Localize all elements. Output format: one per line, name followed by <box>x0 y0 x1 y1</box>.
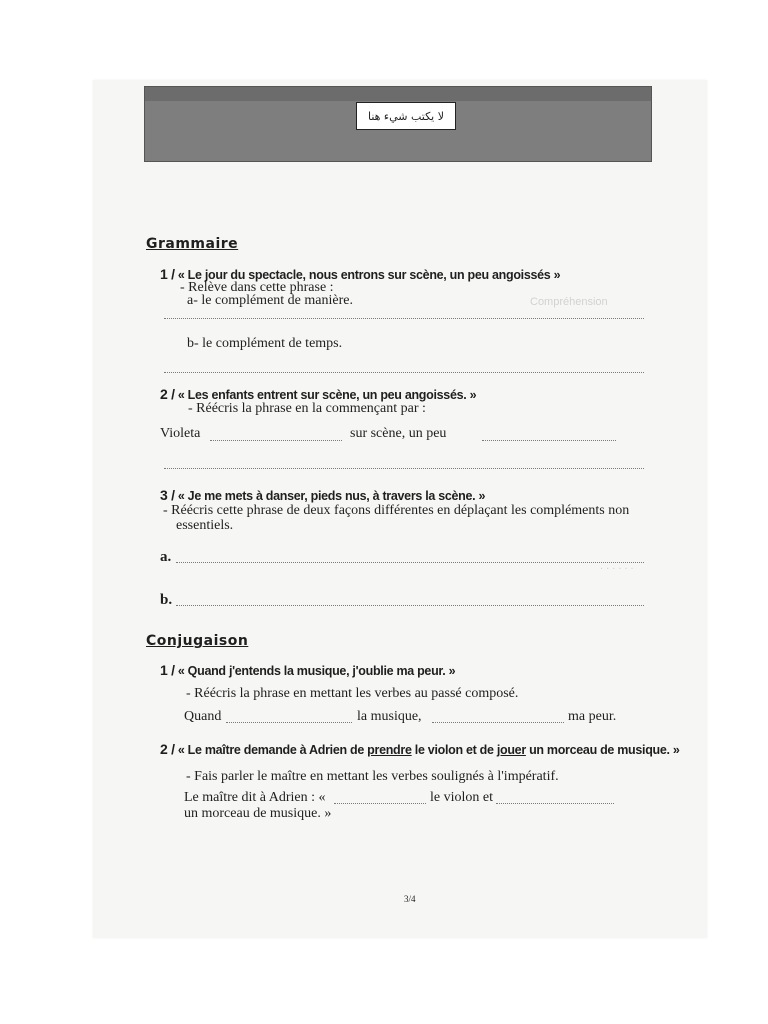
conjugaison-q2-instruction: - Fais parler le maître en mettant les verbes soulignés à l'impératif. <box>186 769 559 784</box>
fill-blank[interactable] <box>334 803 426 804</box>
question-text-part1: « Le maître demande à Adrien de <box>177 743 368 757</box>
grammaire-q2-fill-start: Violeta <box>160 426 201 441</box>
conjugaison-q2-fill-start: Le maître dit à Adrien : « <box>184 790 326 805</box>
grammaire-q1-item-a: a- le complément de manière. <box>187 293 353 308</box>
conjugaison-q2-fill-mid: le violon et <box>430 790 493 805</box>
conjugaison-q1-fill-start: Quand <box>184 709 222 724</box>
conjugaison-q1-instruction: - Réécris la phrase en mettant les verbes au passé composé. <box>186 686 519 701</box>
section-title-conjugaison: Conjugaison <box>146 633 249 649</box>
fill-blank[interactable] <box>226 722 352 723</box>
question-number: 3 / <box>160 487 175 503</box>
underlined-verb-jouer: jouer <box>496 743 526 757</box>
show-through-text: . . . . . . <box>600 560 634 572</box>
question-text: « Quand j'entends la musique, j'oublie ma peur. » <box>177 664 456 678</box>
grammaire-q2-fill-mid: sur scène, un peu <box>350 426 447 441</box>
grammaire-q3-instruction-line1: - Réécris cette phrase de deux façons différentes en déplaçant les compléments non <box>163 503 630 518</box>
grammaire-q3-label-b: b. <box>160 592 173 608</box>
grammaire-q3-sentence <box>160 487 485 503</box>
grammaire-q2-instruction: - Réécris la phrase en la commençant par : <box>188 401 426 416</box>
question-number: 2 / <box>160 741 175 757</box>
question-text: « Le jour du spectacle, nous entrons sur scène, un peu angoissés » <box>177 268 561 282</box>
question-text: « Les enfants entrent sur scène, un peu angoissés. » <box>177 388 477 402</box>
grammaire-q1-instruction: - Relève dans cette phrase : <box>180 280 334 295</box>
question-text-part2: le violon et de <box>411 743 497 757</box>
conjugaison-q1-sentence <box>160 662 455 678</box>
question-text: « Je me mets à danser, pieds nus, à travers la scène. » <box>177 489 486 503</box>
conjugaison-q2-fill-line2: un morceau de musique. » <box>184 806 332 821</box>
fill-blank[interactable] <box>496 803 614 804</box>
header-label-box <box>356 102 456 130</box>
fill-blank[interactable] <box>210 440 342 441</box>
question-number: 1 / <box>160 662 175 678</box>
answer-line[interactable] <box>176 562 644 563</box>
conjugaison-q1-fill-end: ma peur. <box>568 709 617 724</box>
grammaire-q3-label-a: a. <box>160 549 172 565</box>
section-title-grammaire: Grammaire <box>146 236 239 252</box>
grammaire-q1-item-b: b- le complément de temps. <box>187 336 343 351</box>
answer-line[interactable] <box>164 468 644 469</box>
grammaire-q2-sentence <box>160 386 476 402</box>
question-number: 2 / <box>160 386 175 402</box>
underlined-verb-prendre: prendre <box>367 743 412 757</box>
answer-line[interactable] <box>164 318 644 319</box>
conjugaison-q2-sentence <box>160 741 680 757</box>
question-text-part3: un morceau de musique. » <box>525 743 680 757</box>
page-number: 3/4 <box>404 894 416 904</box>
answer-line[interactable] <box>164 372 644 373</box>
fill-blank[interactable] <box>482 440 616 441</box>
fill-blank[interactable] <box>432 722 564 723</box>
header-banner-text: لا يكتب شيء هنا <box>367 109 445 123</box>
grammaire-q3-instruction-line2: essentiels. <box>176 518 234 533</box>
question-number: 1 / <box>160 266 175 282</box>
answer-line[interactable] <box>176 605 644 606</box>
show-through-text: Compréhension <box>530 296 608 308</box>
conjugaison-q1-fill-mid: la musique, <box>357 709 422 724</box>
header-stripe <box>145 87 651 101</box>
